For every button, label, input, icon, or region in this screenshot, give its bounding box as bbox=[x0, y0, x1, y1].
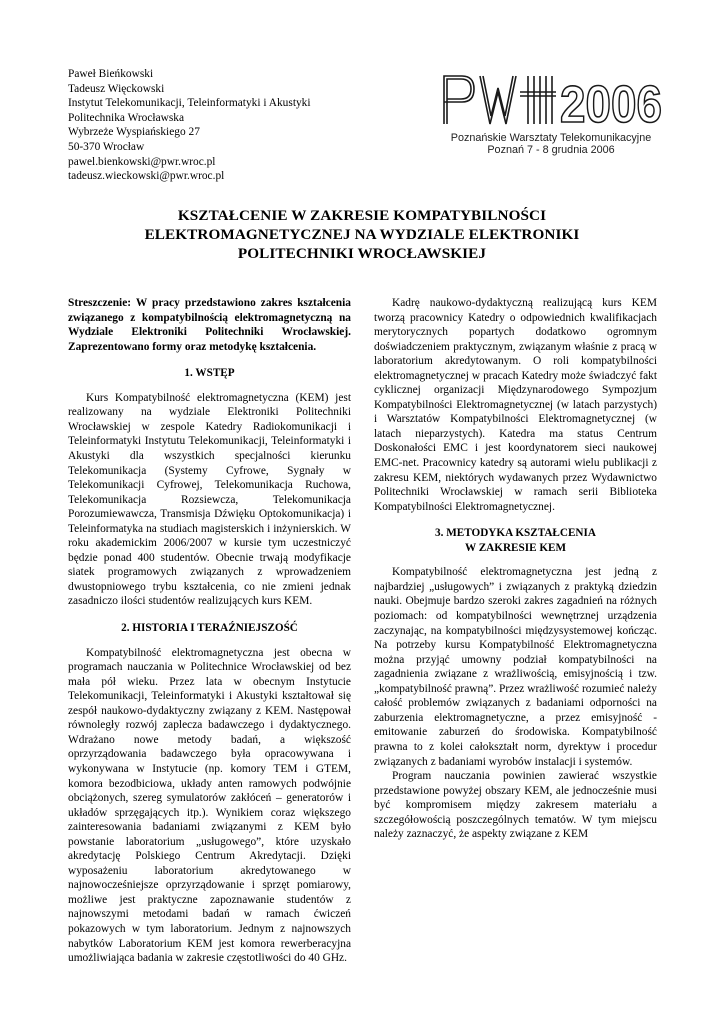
paragraph-history: Kompatybilność elektromagnetyczna jest obecna w programach nauczania w Politechnice Wrocławskiej od bez mała pół wieku. Przez lata w obecnym Instytucie Telekomunikacji, Teleinformatyki i Akustyki kształtował się zespół naukowo-dydaktyczny związany z KEM. Następował równoległy rozwój zaplecza badawczego i dydaktycznego. Wdrażano nowe metody badań, a większość oprzyrządowania badawczego była opracowywana i wykonywana w Instytucie (np. komory TEM i GTEM, komora bezodbiciowa, układy anten ramowych podwójnie obciążonych, szereg symulatorów zakłóceń – generatorów i układów sprzęgających itp.). Wynikiem coraz większego zainteresowania badaniami związanymi z KEM było powstanie laboratorium „usługowego”, które uzyskało akredytację Polskiego Centrum Akredytacji. Dzięki wyposażeniu laboratorium akredytowanego w najnowocześniejsze oprzyrządowanie i sprzęt pomiarowy, możliwe jest praktyczne zapoznawanie studentów z najnowszymi metodami badań w ramach ćwiczeń pokazowych w tym laboratorium. Jednym z najnowszych nabytków Laboratorium KEM jest komora rewerberacyjna umożliwiająca badania w zakresie częstotliwości do 40 GHz. bbox=[68, 646, 351, 965]
logo-year: 2006 bbox=[560, 76, 662, 132]
paragraph-staff: Kadrę naukowo-dydaktyczną realizującą kurs KEM tworzą pracownicy Katedry o odpowiednich kwalifikacjach merytorycznych popartych dodatkowo ogromnym doświadczeniem praktycznym, związanym właśnie z pracą w laboratorium akredytowanym. O roli kompatybilności elektromagnetycznej w pracach Katedry może świadczyć fakt cyklicznej organizacji Międzynarodowego Sympozjum Kompatybilności Elektromagnetycznej (w latach parzystych) i Warsztatów Kompatybilności Elektromagnetycznej (w latach nieparzystych). Katedra ma status Centrum Doskonałości EMC i jest koordynatorem sieci naukowej EMC-net. Pracownicy katedry są autorami wielu publikacji z zakresu KEM, niektórych wydawanych przez Wydawnictwo Politechniki Wrocławskiej w ramach serii Biblioteka Kompatybilności Elektromagnetycznej. bbox=[374, 297, 657, 513]
address-street: Wybrzeże Wyspiańskiego 27 bbox=[68, 126, 200, 139]
author-block bbox=[68, 67, 311, 184]
paragraph-program: Program nauczania powinien zawierać wszystkie przedstawione powyżej obszary KEM, ale jednocześnie musi być kompromisem między zakresem materiału a szczegółowością poszczególnych tematów. W tym miejscu należy zaznaczyć, że aspekty związane z KEM bbox=[374, 770, 657, 841]
conference-name: Poznańskie Warsztaty Telekomunikacyjne bbox=[450, 132, 652, 144]
abstract: Streszczenie: W pracy przedstawiono zakres kształcenia związanego z kompatybilnością elektromagnetyczną na Wydziale Elektroniki Politechniki Wrocławskiej. Zaprezentowano formy oraz metodykę kształcenia. bbox=[68, 297, 351, 353]
author-name: Tadeusz Więckowski bbox=[68, 82, 165, 95]
pwt-logo-graphic bbox=[436, 62, 666, 132]
right-column bbox=[374, 296, 657, 842]
paper-title bbox=[68, 206, 656, 263]
address-city: 50-370 Wrocław bbox=[68, 140, 145, 153]
author-name: Paweł Bieńkowski bbox=[68, 68, 154, 80]
section-heading-methodology bbox=[374, 526, 657, 555]
heading-line: W ZAKRESIE KEM bbox=[464, 541, 567, 554]
paragraph-methodology: Kompatybilność elektromagnetyczna jest jedną z najbardziej „usługowych” i związanych z praktyką dziedzin nauki. Obejmuje bardzo szeroki zakres zagadnień na różnych poziomach: od kompatybilności wewnętrznej urządzenia zaczynając, na kompatybilności międzysystemowej kończąc. Na potrzeby kursu Kompatybilność Elektromagnetyczna można przyjąć umowny podział kompatybilności na zagadnienia związane z wrażliwością, emisyjnością i tzw. „kompatybilność prawną”. Przez wrażliwość rozumieć należy całość problemów związanych z badaniami odporności na zaburzenia elektromagnetyczne, a przez emisyjność - emitowanie zaburzeń do środowiska. Kompatybilność prawna to z kolei całokształt norm, dyrektyw i procedur związanych z badaniami wyrobów instalacji i systemów. bbox=[374, 566, 657, 768]
conference-logo bbox=[436, 62, 666, 158]
section-heading-history: 2. HISTORIA I TERAŹNIEJSZOŚĆ bbox=[121, 621, 298, 634]
author-email: pawel.bienkowski@pwr.wroc.pl bbox=[68, 155, 216, 168]
conference-date: Poznań 7 - 8 grudnia 2006 bbox=[487, 144, 615, 156]
logo-letters-mark bbox=[444, 76, 556, 124]
title-line: KSZTAŁCENIE W ZAKRESIE KOMPATYBILNOŚCI bbox=[177, 207, 547, 224]
title-line: ELEKTROMAGNETYCZNEJ NA WYDZIALE ELEKTRONIKI bbox=[144, 226, 580, 243]
heading-line: 3. METODYKA KSZTAŁCENIA bbox=[435, 527, 596, 540]
title-line: POLITECHNIKI WROCŁAWSKIEJ bbox=[237, 245, 487, 262]
section-heading-intro: 1. WSTĘP bbox=[184, 367, 235, 380]
affiliation-university: Politechnika Wrocławska bbox=[68, 111, 185, 124]
paragraph-intro: Kurs Kompatybilność elektromagnetyczna (KEM) jest realizowany na wydziale Elektroniki Politechniki Wrocławskiej w zespole Katedry Radiokomunikacji i Teleinformatyki Instytutu Telekomunikacji, Teleinformatyki i Akustyki dla wszystkich specjalności kierunku Telekomunikacja (Systemy Cyfrowe, Sygnały w Telekomunikacji Cyfrowej, Telekomunikacja Ruchowa, Telekomunikacja Rozsiewcza, Telekomunikacja Porozumiewawcza, Transmisja Dźwięku Optokomunikacja) i Teleinformatyka na studiach magisterskich i inżynierskich. W roku akademickim 2006/2007 w kursie tym uczestniczyć będzie ponad 400 studentów. Obecnie trwają modyfikacje siatek programowych związanych z wprowadzeniem dwustopniowego trybu kształcenia, co nie zmieni jednak zasadniczo ilości studentów realizujących kurs KEM. bbox=[68, 391, 351, 608]
left-column bbox=[68, 296, 351, 966]
affiliation-institute: Instytut Telekomunikacji, Teleinformatyki i Akustyki bbox=[68, 97, 311, 110]
author-email: tadeusz.wieckowski@pwr.wroc.pl bbox=[68, 170, 225, 183]
